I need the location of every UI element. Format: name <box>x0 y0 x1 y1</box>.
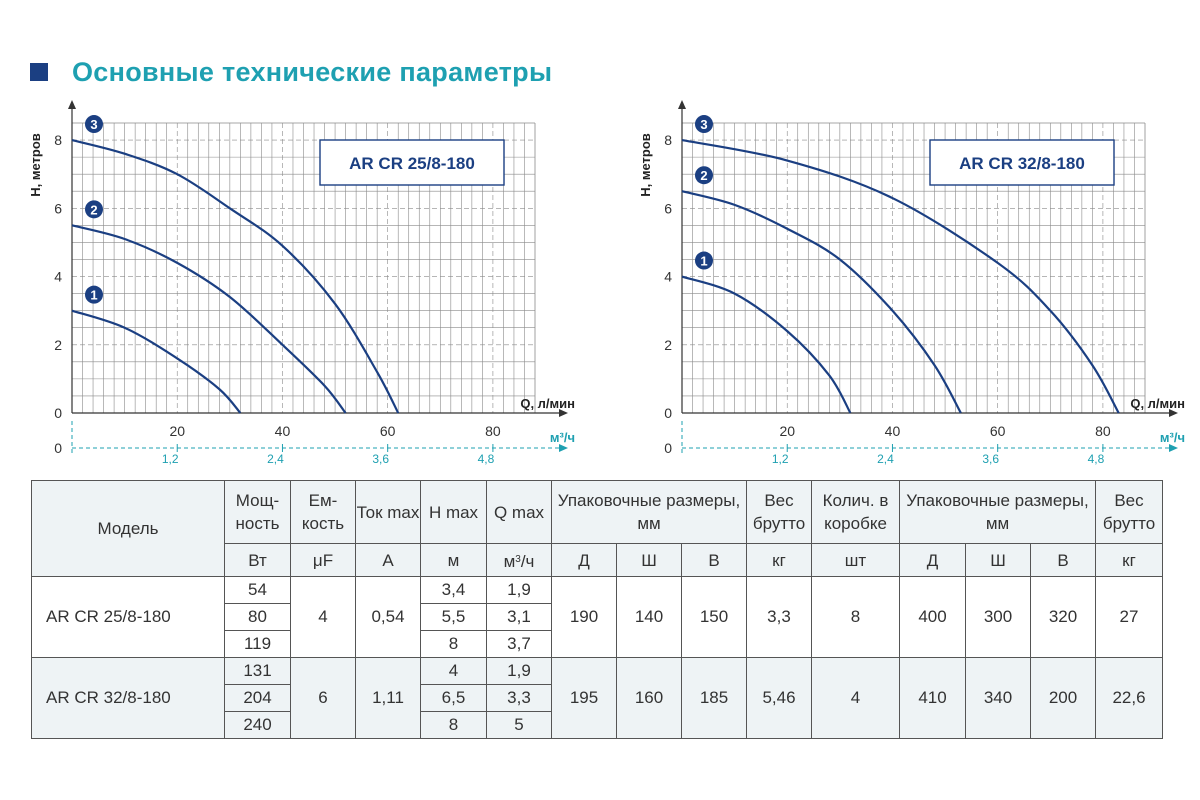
secondary-tick-label: 3,6 <box>982 452 1000 466</box>
unit-pack-l: Д <box>552 544 617 577</box>
secondary-tick-label: 4,8 <box>477 452 495 466</box>
cell-current: 0,54 <box>356 577 421 658</box>
cell-pack-h: 185 <box>682 658 747 739</box>
table-row <box>32 577 1163 604</box>
header-qmax: Q max <box>487 481 552 544</box>
y-tick-label: 6 <box>54 200 62 217</box>
unit-capacitance: μF <box>291 544 356 577</box>
secondary-axis-label: м³/ч <box>549 430 575 445</box>
cell-hmax: 5,5 <box>421 604 487 631</box>
unit-qmax-base: м <box>503 551 516 571</box>
x-tick-label: 20 <box>169 423 186 439</box>
header-box-weight: Вес брутто <box>1096 481 1163 544</box>
cell-qmax: 1,9 <box>487 577 552 604</box>
secondary-axis-label: м³/ч <box>1159 430 1185 445</box>
x-tick-label: 40 <box>884 423 901 439</box>
curve-marker-label: 2 <box>90 202 98 218</box>
x-tick-label: 80 <box>485 423 501 439</box>
secondary-zero-label: 0 <box>54 440 62 456</box>
secondary-tick-label: 1,2 <box>771 452 789 466</box>
unit-hmax: м <box>421 544 487 577</box>
secondary-tick-label: 3,6 <box>372 452 390 466</box>
unit-power: Вт <box>225 544 291 577</box>
secondary-axis-arrow <box>559 444 568 452</box>
cell-box-l: 410 <box>900 658 966 739</box>
curve-marker-label: 2 <box>700 168 708 184</box>
cell-weight: 3,3 <box>747 577 812 658</box>
cell-power: 240 <box>225 712 291 739</box>
y-tick-label: 8 <box>54 132 62 149</box>
y-tick-label: 6 <box>664 200 672 217</box>
cell-capacitance: 6 <box>291 658 356 739</box>
unit-box-w: Ш <box>966 544 1031 577</box>
cell-box-w: 340 <box>966 658 1031 739</box>
x-tick-label: 80 <box>1095 423 1111 439</box>
x-axis-label: Q, л/мин <box>1130 396 1185 411</box>
cell-hmax: 6,5 <box>421 685 487 712</box>
table-row <box>32 658 1163 685</box>
cell-qty: 4 <box>812 658 900 739</box>
model-name: AR CR 32/8-180 <box>32 658 225 739</box>
model-name: AR CR 25/8-180 <box>32 577 225 658</box>
chart-title: AR CR 32/8-180 <box>959 154 1085 173</box>
header-model: Модель <box>32 481 225 577</box>
unit-box-h: В <box>1031 544 1096 577</box>
y-axis-label: H, метров <box>28 133 43 197</box>
unit-qty: шт <box>812 544 900 577</box>
chart-title: AR CR 25/8-180 <box>349 154 475 173</box>
cell-hmax: 4 <box>421 658 487 685</box>
secondary-axis-arrow <box>1169 444 1178 452</box>
header-box-qty: Колич. в коробке <box>812 481 900 544</box>
x-tick-label: 60 <box>379 423 396 439</box>
y-tick-label: 8 <box>664 132 672 149</box>
unit-pack-h: В <box>682 544 747 577</box>
cell-hmax: 8 <box>421 712 487 739</box>
y-tick-label: 4 <box>664 268 672 285</box>
header-square-icon <box>30 63 48 81</box>
y-tick-label: 0 <box>664 405 672 421</box>
y-tick-label: 2 <box>664 336 672 353</box>
secondary-tick-label: 2,4 <box>267 452 284 466</box>
cell-qty: 8 <box>812 577 900 658</box>
cell-power: 54 <box>225 577 291 604</box>
unit-qmax-sup: 3 <box>515 553 521 565</box>
x-tick-label: 60 <box>989 423 1006 439</box>
cell-power: 119 <box>225 631 291 658</box>
cell-box-weight: 27 <box>1096 577 1163 658</box>
x-axis-label: Q, л/мин <box>520 396 575 411</box>
header-current: Ток max <box>356 481 421 544</box>
cell-pack-w: 160 <box>617 658 682 739</box>
cell-box-l: 400 <box>900 577 966 658</box>
unit-pack-w: Ш <box>617 544 682 577</box>
x-tick-label: 40 <box>274 423 291 439</box>
page-title: Основные технические параметры <box>72 56 553 87</box>
cell-qmax: 1,9 <box>487 658 552 685</box>
cell-box-weight: 22,6 <box>1096 658 1163 739</box>
unit-qmax-tail: /ч <box>520 551 535 571</box>
curve-marker-label: 1 <box>700 253 708 269</box>
section-header <box>30 54 552 90</box>
cell-box-h: 200 <box>1031 658 1096 739</box>
cell-pack-h: 150 <box>682 577 747 658</box>
y-tick-label: 2 <box>54 336 62 353</box>
cell-weight: 5,46 <box>747 658 812 739</box>
pump-curve-chart-ar-cr-32 <box>630 95 1190 475</box>
header-pack-dims: Упаковочные размеры, мм <box>552 481 747 544</box>
cell-power: 80 <box>225 604 291 631</box>
y-axis-label: H, метров <box>638 133 653 197</box>
cell-qmax: 5 <box>487 712 552 739</box>
unit-current: А <box>356 544 421 577</box>
cell-box-h: 320 <box>1031 577 1096 658</box>
cell-capacitance: 4 <box>291 577 356 658</box>
unit-weight: кг <box>747 544 812 577</box>
cell-qmax: 3,1 <box>487 604 552 631</box>
unit-box-weight: кг <box>1096 544 1163 577</box>
cell-qmax: 3,7 <box>487 631 552 658</box>
header-power: Мощ- ность <box>225 481 291 544</box>
header-capacitance: Ем- кость <box>291 481 356 544</box>
secondary-tick-label: 4,8 <box>1087 452 1105 466</box>
unit-qmax <box>487 544 552 577</box>
cell-pack-w: 140 <box>617 577 682 658</box>
cell-box-w: 300 <box>966 577 1031 658</box>
y-axis-arrow <box>68 100 76 109</box>
curve-marker-label: 3 <box>700 117 708 133</box>
secondary-tick-label: 2,4 <box>877 452 894 466</box>
curve-marker-label: 1 <box>90 287 98 303</box>
secondary-tick-label: 1,2 <box>161 452 179 466</box>
header-box-dims: Упаковочные размеры, мм <box>900 481 1096 544</box>
cell-power: 204 <box>225 685 291 712</box>
cell-pack-l: 190 <box>552 577 617 658</box>
unit-box-l: Д <box>900 544 966 577</box>
y-tick-label: 0 <box>54 405 62 421</box>
pump-curve-chart-ar-cr-25 <box>20 95 580 475</box>
curve-marker-label: 3 <box>90 117 98 133</box>
cell-qmax: 3,3 <box>487 685 552 712</box>
cell-pack-l: 195 <box>552 658 617 739</box>
cell-hmax: 3,4 <box>421 577 487 604</box>
secondary-zero-label: 0 <box>664 440 672 456</box>
x-tick-label: 20 <box>779 423 796 439</box>
cell-current: 1,11 <box>356 658 421 739</box>
cell-power: 131 <box>225 658 291 685</box>
header-gross-weight: Вес брутто <box>747 481 812 544</box>
specs-table <box>31 480 1163 739</box>
y-axis-arrow <box>678 100 686 109</box>
header-hmax: H max <box>421 481 487 544</box>
cell-hmax: 8 <box>421 631 487 658</box>
y-tick-label: 4 <box>54 268 62 285</box>
